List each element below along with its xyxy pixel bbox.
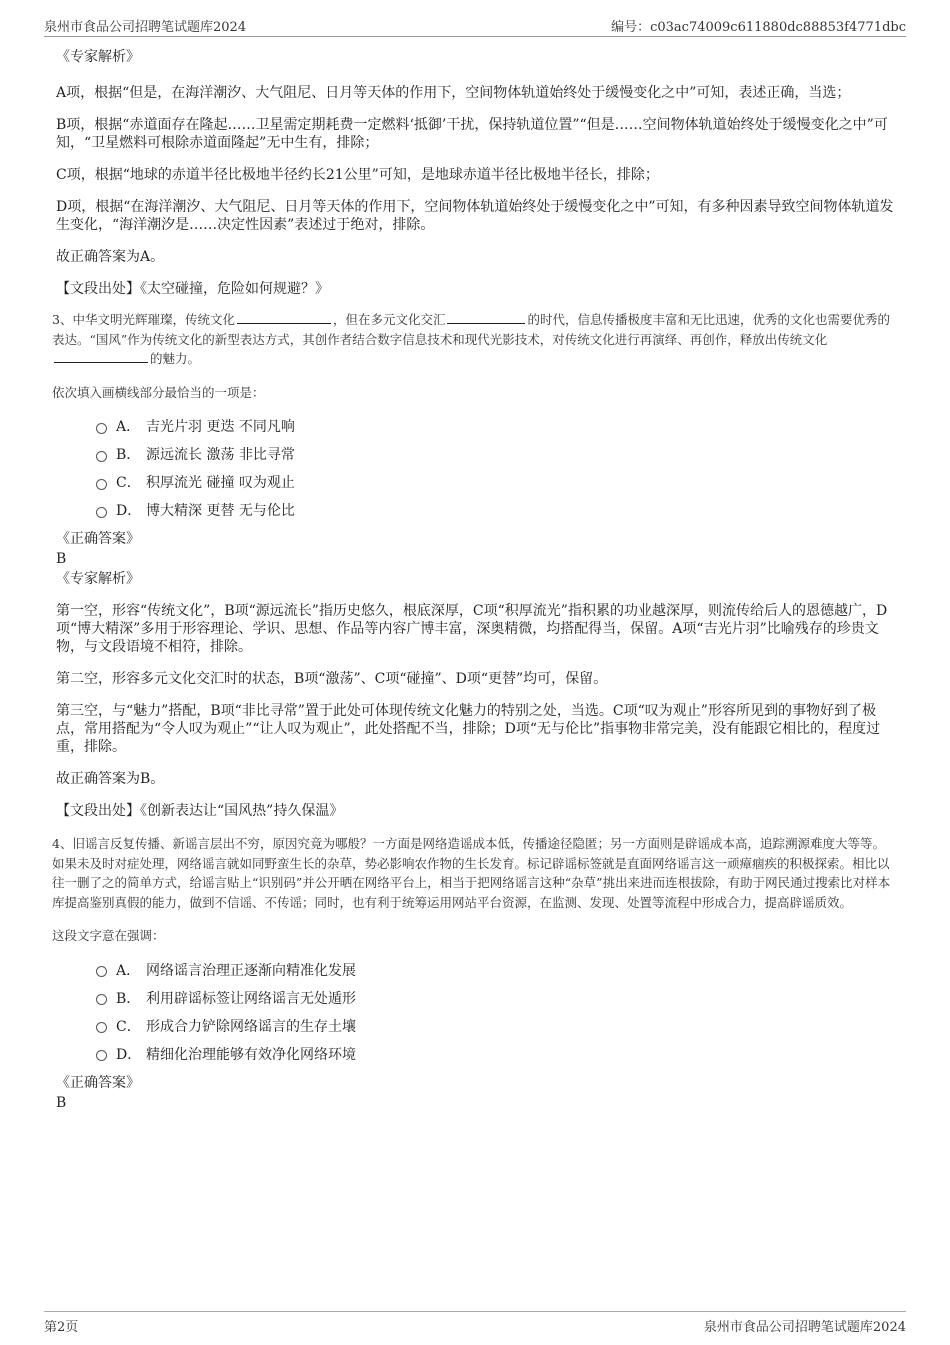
correct-answer-label: 《正确答案》 [56, 1074, 140, 1091]
radio-icon[interactable] [96, 1022, 107, 1033]
radio-icon[interactable] [96, 479, 107, 490]
stem-text: 的时代，信息传播极度丰富和无比迅速，优秀的文化也需要优秀的表达。“国风”作为传统文化的新型表达方式，其创作者结合数字信息技术和现代光影技术，对传统文化进行再演绎、再创作，释放出传统文化 [52, 312, 890, 347]
fill-blank [447, 311, 525, 324]
option-b[interactable] [96, 984, 896, 1012]
question-stem [52, 310, 896, 369]
correct-answer-statement: 故正确答案为B。 [56, 771, 165, 787]
expert-analysis-label: 《专家解析》 [56, 571, 140, 587]
stem-text: 的魅力。 [150, 351, 201, 366]
option-d[interactable] [96, 496, 896, 524]
option-text: 形成合力铲除网络谣言的生存土壤 [146, 1018, 356, 1035]
option-text: 源远流长 激荡 非比寻常 [146, 447, 295, 463]
expert-analysis-label: 《专家解析》 [56, 49, 140, 65]
page-content [52, 44, 896, 1112]
option-text: 网络谣言治理正逐渐向精准化发展 [146, 962, 356, 979]
option-list [96, 412, 896, 524]
question-prompt: 这段文字意在强调： [52, 928, 165, 943]
option-a[interactable] [96, 412, 896, 440]
option-letter: B． [116, 990, 141, 1007]
option-text: 利用辟谣标签让网络谣言无处遁形 [146, 990, 356, 1007]
analysis-paragraph: 第一空，形容“传统文化”，B项“源远流长”指历史悠久，根底深厚，C项“积厚流光”指积累的功业越深厚，则流传给后人的恩德越广，D项“博大精深”多用于形容理论、学识、思想、作品等内容广博丰富，深奥精微，均搭配得当，保留。A项“吉光片羽”比喻残存的珍贵文物，与文段语境不相符，排除。 [56, 603, 888, 655]
option-text: 精细化治理能够有效净化网络环境 [146, 1046, 356, 1063]
analysis-paragraph: A项，根据“但是，在海洋潮汐、大气阻尼、日月等天体的作用下，空间物体轨道始终处于缓慢变化之中”可知，表述正确，当选； [56, 85, 851, 101]
footer-title: 泉州市食品公司招聘笔试题库2024 [703, 1320, 906, 1335]
fill-blank [237, 311, 331, 324]
analysis-paragraph: 第三空，与“魅力”搭配，B项“非比寻常”置于此处可体现传统文化魅力的特别之处，当选。C项“叹为观止”形容所见到的事物好到了极点，常用搭配为“令人叹为观止”“让人叹为观止”，此处搭配不当，排除；D项“无与伦比”指事物非常完美，没有能跟它相比的，程度过重，排除。 [56, 703, 881, 755]
option-c[interactable] [96, 1012, 896, 1040]
page-number: 第2页 [44, 1320, 79, 1335]
radio-icon[interactable] [96, 994, 107, 1005]
stem-text: ，但在多元文化交汇 [332, 312, 446, 327]
radio-icon[interactable] [96, 966, 107, 977]
option-letter: A． [116, 419, 141, 435]
analysis-paragraph: B项，根据“赤道面存在隆起……卫星需定期耗费一定燃料‘抵御’干扰，保持轨道位置”“但是……空间物体轨道始终处于缓慢变化之中”可知，“卫星燃料可根除赤道面隆起”无中生有，排除； [56, 117, 888, 151]
question-prompt: 依次填入画横线部分最恰当的一项是： [52, 384, 265, 400]
option-b[interactable] [96, 440, 896, 468]
option-letter: D． [116, 1046, 142, 1063]
option-text: 博大精深 更替 无与伦比 [146, 503, 295, 519]
source-citation: 【文段出处】《太空碰撞，危险如何规避？》 [56, 281, 329, 297]
option-letter: A． [116, 962, 141, 979]
radio-icon[interactable] [96, 451, 107, 462]
option-d[interactable] [96, 1040, 896, 1068]
option-text: 吉光片羽 更迭 不同凡响 [146, 419, 295, 435]
stem-text: 3、中华文明光辉璀璨，传统文化 [52, 312, 235, 327]
analysis-paragraph: D项，根据“在海洋潮汐、大气阻尼、日月等天体的作用下，空间物体轨道始终处于缓慢变化之中”可知，有多种因素导致空间物体轨道发生变化，“海洋潮汐是……决定性因素”表述过于绝对，排除。 [56, 199, 894, 233]
option-letter: D． [116, 503, 142, 519]
option-c[interactable] [96, 468, 896, 496]
page-footer [44, 1311, 906, 1336]
correct-answer-value: B [56, 1094, 67, 1111]
option-letter: C． [116, 475, 141, 491]
correct-answer-value: B [56, 551, 67, 567]
option-letter: B． [116, 447, 141, 463]
question-stem: 4、旧谣言反复传播、新谣言层出不穷，原因究竟为哪般？一方面是网络造谣成本低，传播途径隐匿；另一方面则是辟谣成本高，追踪溯源难度大等等。如果未及时对症处理，网络谣言就如同野蛮生长的杂草，势必影响农作物的生长发育。标记辟谣标签就是直面网络谣言这一顽瘴痼疾的积极探索。相比以往一删了之的简单方式，给谣言贴上“识别码”并公开晒在网络平台上，相当于把网络谣言这种“杂草”挑出来进而连根拔除，有助于网民通过搜索比对样本库提高鉴别真假的能力，做到不信谣、不传谣；同时，也有利于统筹运用网站平台资源，在监测、发现、处置等流程中形成合力，提高辟谣质效。 [52, 836, 891, 910]
header-title: 泉州市食品公司招聘笔试题库2024 [44, 20, 247, 35]
option-text: 积厚流光 碰撞 叹为观止 [146, 475, 295, 491]
analysis-paragraph: C项，根据“地球的赤道半径比极地半径约长21公里”可知，是地球赤道半径比极地半径长，排除； [56, 167, 659, 183]
option-list [96, 956, 896, 1068]
page-header [44, 14, 906, 37]
option-letter: C． [116, 1018, 141, 1035]
correct-answer-statement: 故正确答案为A。 [56, 249, 165, 265]
radio-icon[interactable] [96, 423, 107, 434]
document-id: 编号：c03ac74009c611880dc88853f4771dbc [611, 20, 906, 35]
radio-icon[interactable] [96, 507, 107, 518]
option-a[interactable] [96, 956, 896, 984]
radio-icon[interactable] [96, 1050, 107, 1061]
fill-blank [54, 350, 148, 363]
analysis-paragraph: 第二空，形容多元文化交汇时的状态，B项“激荡”、C项“碰撞”、D项“更替”均可，保留。 [56, 671, 608, 687]
correct-answer-label: 《正确答案》 [56, 531, 140, 547]
source-citation: 【文段出处】《创新表达让“国风热”持久保温》 [56, 803, 344, 819]
